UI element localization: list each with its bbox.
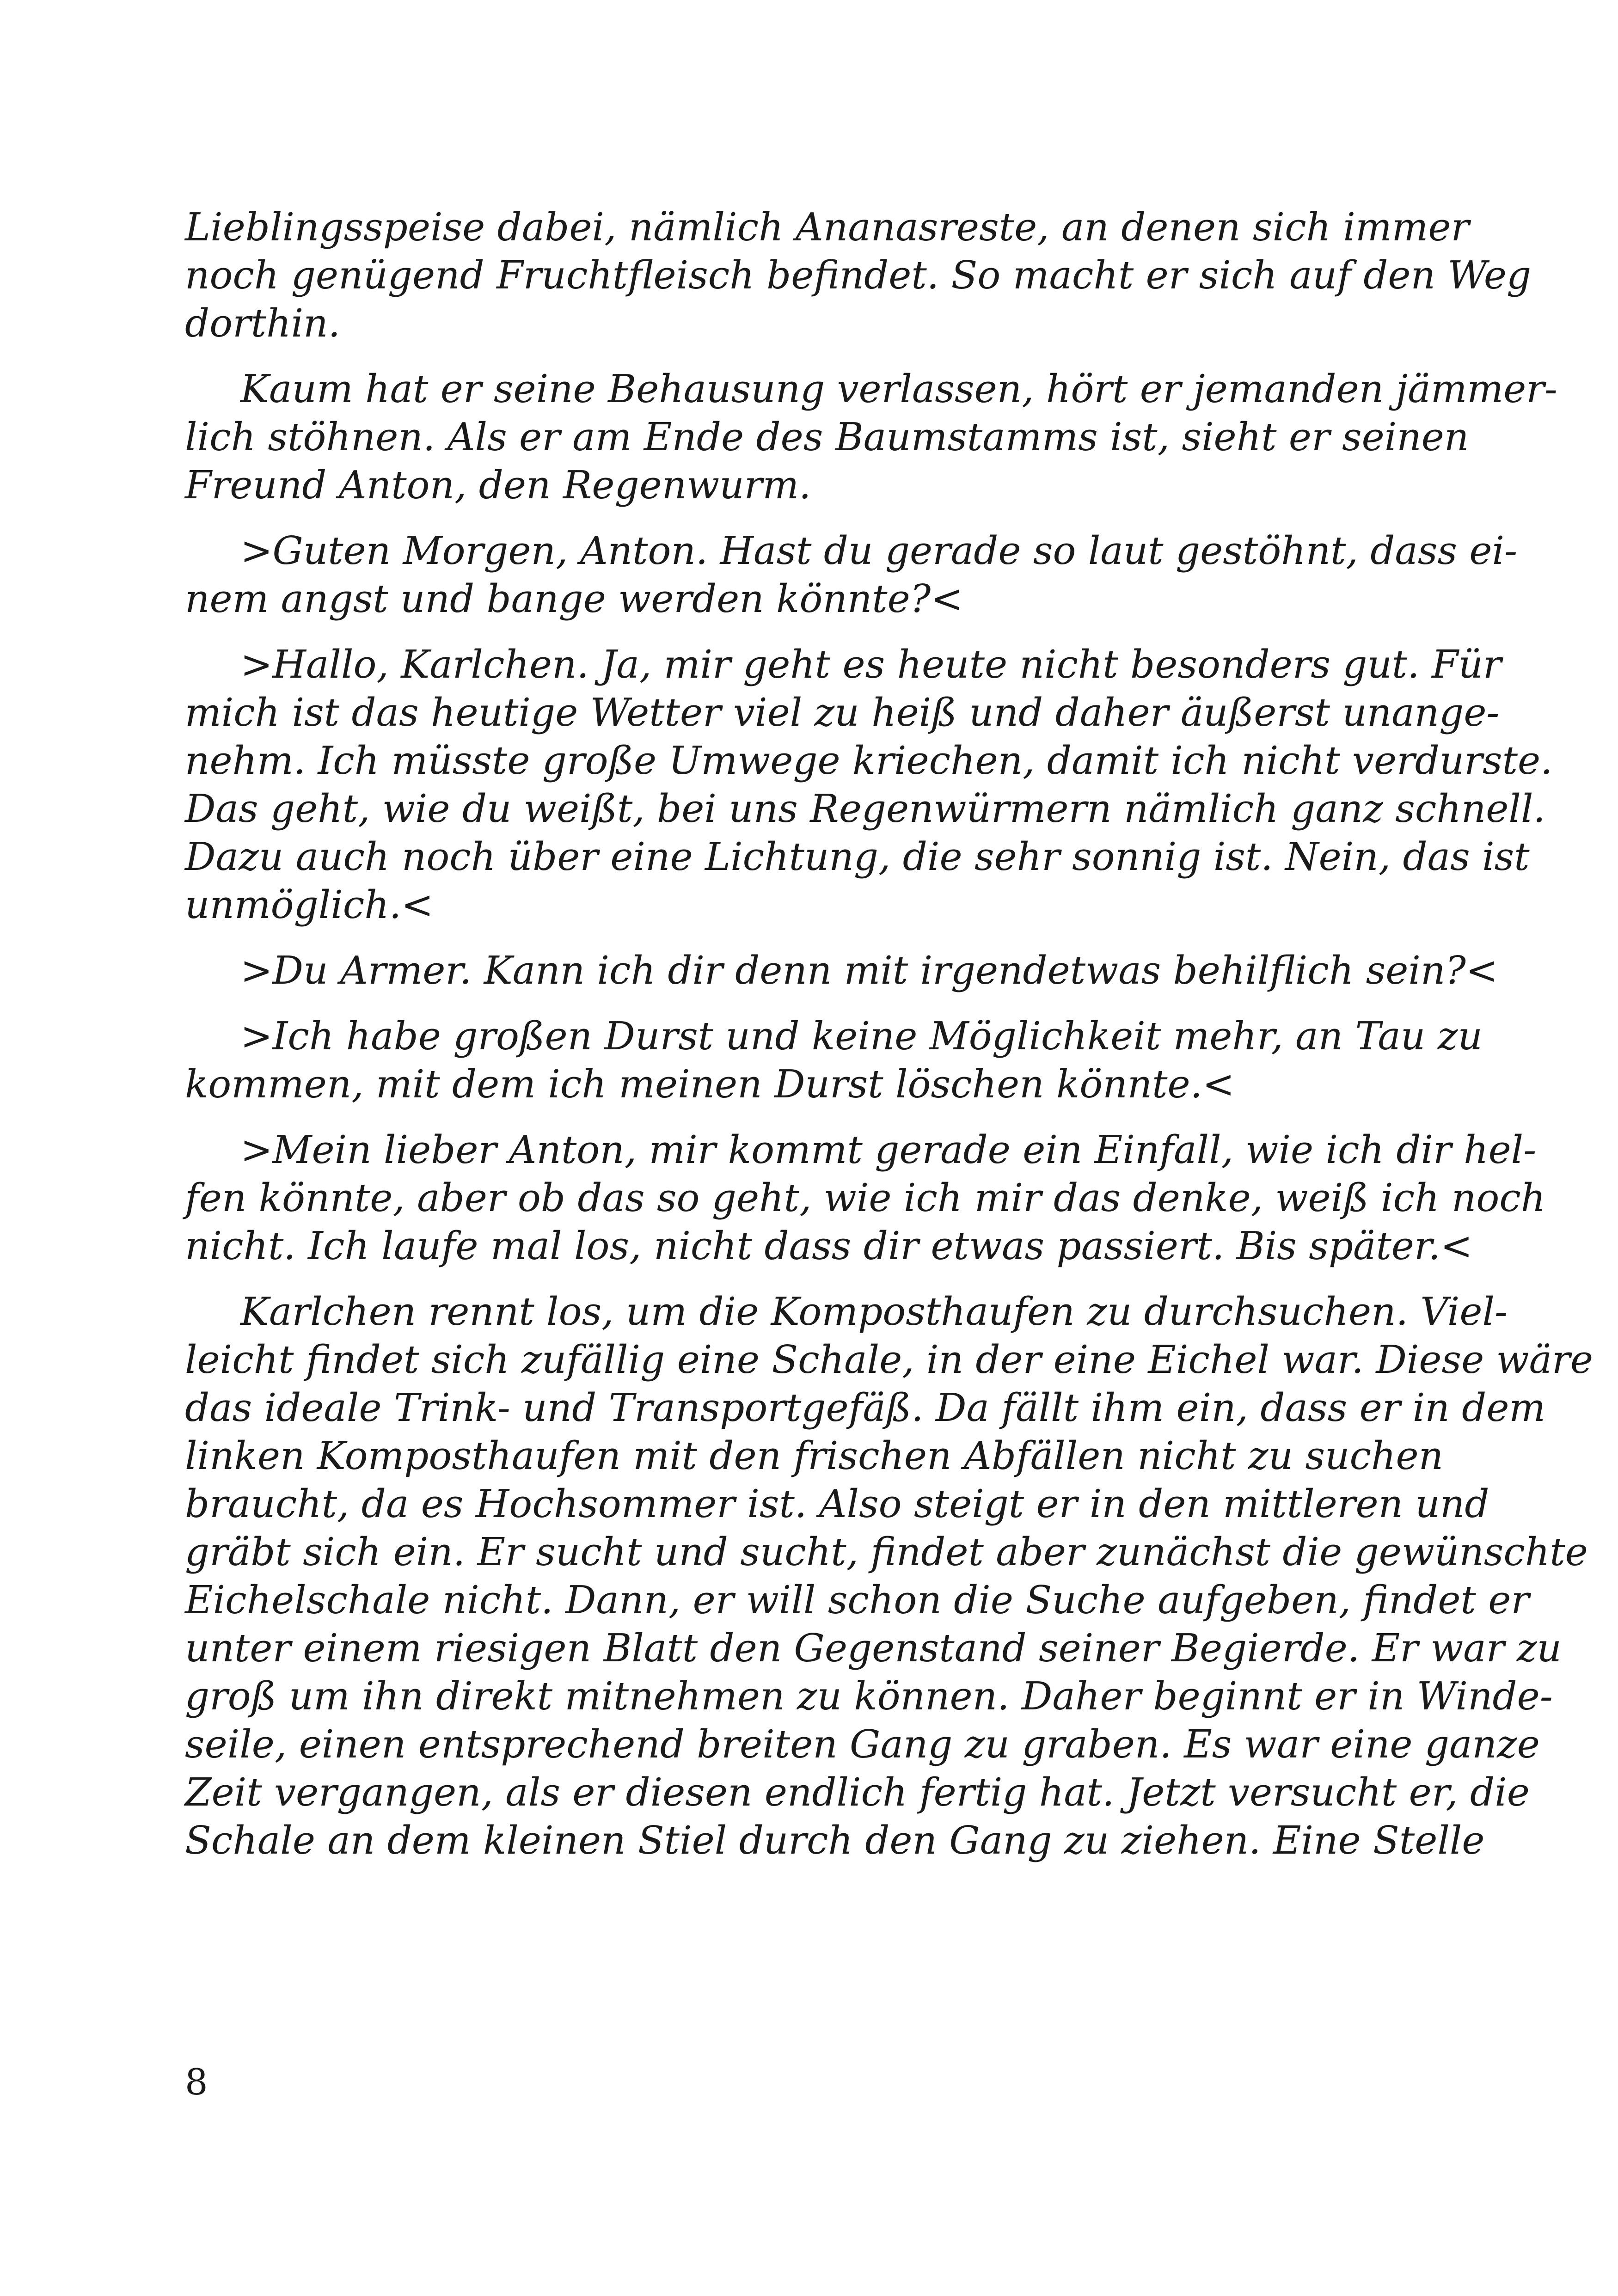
text-line: Kaum hat er seine Behausung verlassen, hört er jemanden jämmer-: [240, 367, 1557, 411]
text-line: Das geht, wie du weißt, bei uns Regenwürmern nämlich ganz schnell.: [185, 786, 1545, 831]
text-line: groß um ihn direkt mitnehmen zu können. Daher beginnt er in Winde-: [185, 1674, 1553, 1719]
text-line: Dazu auch noch über eine Lichtung, die sehr sonnig ist. Nein, das ist: [185, 834, 1530, 879]
text-line: braucht, da es Hochsommer ist. Also steigt er in den mittleren und: [185, 1482, 1489, 1526]
paragraph: [185, 527, 1518, 623]
text-line: >Ich habe großen Durst und keine Möglichkeit mehr, an Tau zu: [240, 1014, 1483, 1059]
text-line: Eichelschale nicht. Dann, er will schon die Suche aufgeben, findet er: [185, 1578, 1530, 1623]
text-line: leicht findet sich zufällig eine Schale, in der eine Eichel war. Diese wäre: [185, 1337, 1593, 1382]
text-line: unmöglich.<: [185, 882, 434, 927]
text-line: noch genügend Fruchtfleisch befindet. So macht er sich auf den Weg: [185, 253, 1532, 298]
paragraph: [185, 365, 1557, 509]
text-line: lich stöhnen. Als er am Ende des Baumstamms ist, sieht er seinen: [185, 415, 1469, 459]
text-line: >Du Armer. Kann ich dir denn mit irgendetwas behilflich sein?<: [240, 948, 1498, 993]
text-line: nicht. Ich laufe mal los, nicht dass dir etwas passiert. Bis später.<: [185, 1224, 1473, 1268]
text-line: seile, einen entsprechend breiten Gang zu graben. Es war eine ganze: [185, 1722, 1540, 1767]
paragraph: [185, 1126, 1546, 1270]
text-line: dorthin.: [185, 301, 340, 346]
paragraph: [185, 1012, 1483, 1108]
text-line: fen könnte, aber ob das so geht, wie ich mir das denke, weiß ich noch: [185, 1176, 1546, 1220]
paragraph: [185, 947, 1498, 995]
text-line: kommen, mit dem ich meinen Durst löschen könnte.<: [185, 1062, 1235, 1107]
text-line: gräbt sich ein. Er sucht und sucht, findet aber zunächst die gewünschte: [185, 1530, 1588, 1574]
text-line: mich ist das heutige Wetter viel zu heiß und daher äußerst unange-: [185, 690, 1500, 735]
paragraph: [185, 203, 1532, 348]
text-line: unter einem riesigen Blatt den Gegenstand seiner Begierde. Er war zu: [185, 1626, 1562, 1671]
text-line: nehm. Ich müsste große Umwege kriechen, damit ich nicht verdurste.: [185, 738, 1553, 783]
text-line: linken Komposthaufen mit den frischen Abfällen nicht zu suchen: [185, 1433, 1444, 1478]
text-line: >Hallo, Karlchen. Ja, mir geht es heute nicht besonders gut. Für: [240, 642, 1502, 687]
text-line: Schale an dem kleinen Stiel durch den Gang zu ziehen. Eine Stelle: [185, 1818, 1485, 1863]
text-line: Freund Anton, den Regenwurm.: [185, 463, 811, 508]
text-line: Karlchen rennt los, um die Komposthaufen zu durchsuchen. Viel-: [240, 1289, 1508, 1334]
text-line: Lieblingsspeise dabei, nämlich Ananasreste, an denen sich immer: [185, 205, 1470, 250]
paragraph: [185, 641, 1553, 929]
body-text: [185, 203, 1593, 1882]
text-line: >Mein lieber Anton, mir kommt gerade ein Einfall, wie ich dir hel-: [240, 1127, 1537, 1172]
page-number: 8: [185, 2062, 208, 2103]
text-line: Zeit vergangen, als er diesen endlich fertig hat. Jetzt versucht er, die: [185, 1770, 1530, 1815]
text-line: >Guten Morgen, Anton. Hast du gerade so laut gestöhnt, dass ei-: [240, 528, 1518, 573]
paragraph: [185, 1288, 1593, 1865]
text-line: das ideale Trink- und Transportgefäß. Da fällt ihm ein, dass er in dem: [185, 1385, 1546, 1430]
text-line: nem angst und bange werden könnte?<: [185, 576, 963, 621]
